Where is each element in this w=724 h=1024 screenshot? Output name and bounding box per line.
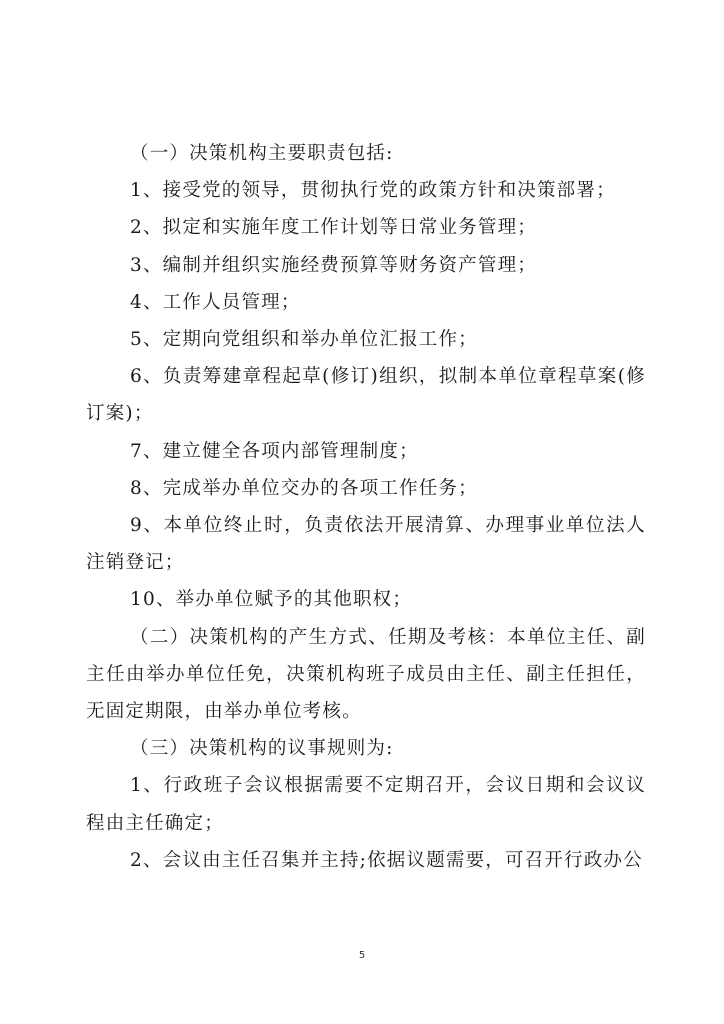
list-item-9: 9、本单位终止时，负责依法开展清算、办理事业单位法人注销登记； [86,515,646,574]
section-2-paragraph: （二）决策机构的产生方式、任期及考核：本单位主任、副主任由举办单位任免，决策机构班子成员由主任、副主任担任，无固定期限，由举办单位考核。 [86,626,646,723]
list-item-4: 4、工作人员管理； [130,291,301,313]
list-item-6: 6、负责筹建章程起草(修订)组织，拟制本单位章程草案(修订案)； [86,366,646,425]
list-item-10: 10、举办单位赋予的其他职权； [130,589,413,611]
document-body [86,135,646,879]
list-item-2: 2、拟定和实施年度工作计划等日常业务管理； [130,217,537,239]
list-item-3: 3、编制并组织实施经费预算等财务资产管理； [130,254,537,276]
list-item-1: 1、接受党的领导，贯彻执行党的政策方针和决策部署； [130,180,616,202]
section-3-heading: （三）决策机构的议事规则为: [130,738,394,760]
rule-item-2: 2、会议由主任召集并主持;依据议题需要，可召开行政办公 [130,849,643,871]
page-number: 5 [358,950,366,961]
list-item-7: 7、建立健全各项内部管理制度； [130,440,419,462]
list-item-5: 5、定期向党组织和举办单位汇报工作； [130,329,478,351]
rule-item-1: 1、行政班子会议根据需要不定期召开，会议日期和会议议程由主任确定； [86,775,646,834]
section-1-heading: （一）决策机构主要职责包括: [130,143,394,164]
list-item-8: 8、完成举办单位交办的各项工作任务； [130,477,478,499]
